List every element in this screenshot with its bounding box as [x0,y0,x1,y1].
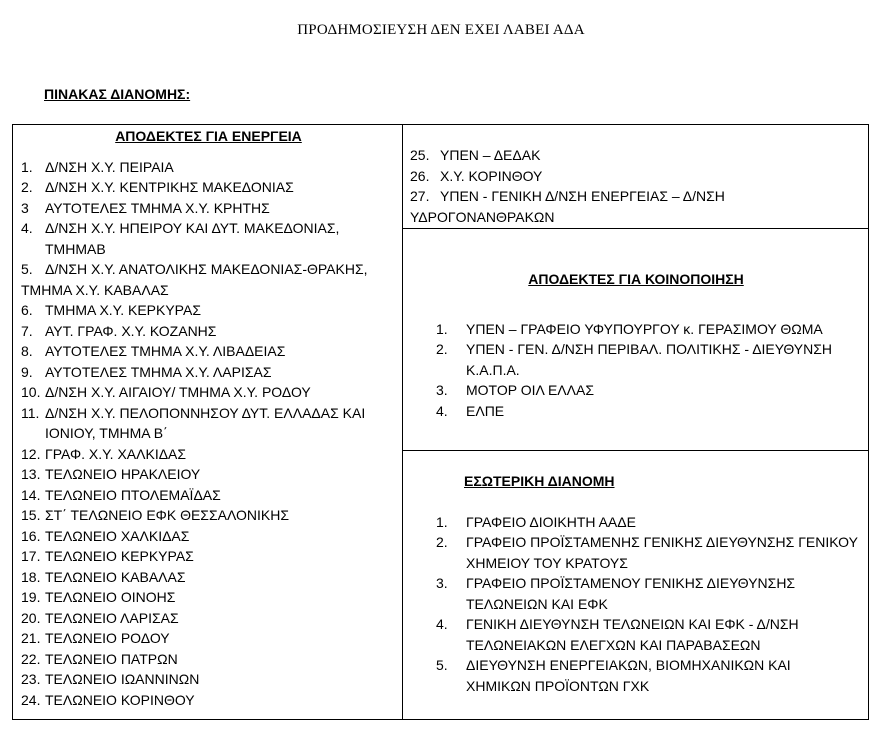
item-text: ΤΕΛΩΝΕΙΩΝ ΚΑΙ ΕΦΚ [466,595,608,612]
item-text: ΓΡΑΦΕΙΟ ΔΙΟΙΚΗΤΗ ΑΑΔΕ [466,513,636,530]
list-item [436,655,862,696]
item-text: ΑΥΤΟΤΕΛΕΣ ΤΜΗΜΑ Χ.Υ. ΛΑΡΙΣΑΣ [45,363,272,380]
notification-list [436,319,862,422]
item-number: 2. [21,179,33,195]
list-item [410,186,862,227]
item-number: 24. [21,691,41,708]
item-text: ΤΕΛΩΝΕΙΟ ΧΑΛΚΙΔΑΣ [45,527,190,544]
item-number: 11. [21,404,40,421]
energy-continued-cell [402,124,869,229]
item-text: ΤΕΛΩΝΕΙΟ ΚΑΒΑΛΑΣ [45,568,186,585]
item-number [21,239,45,260]
list-item [21,464,396,485]
list-item [21,608,396,629]
internal-section-title: ΕΣΩΤΕΡΙΚΗ ΔΙΑΝΟΜΗ [464,473,615,489]
list-item [21,382,396,403]
list-item [21,628,396,649]
list-item [21,177,396,198]
list-item [436,573,862,614]
list-item [21,505,396,526]
item-number: 4. [436,402,448,419]
list-item [410,145,862,166]
list-item [21,259,396,300]
list-item [21,485,396,506]
item-number: 25. [410,147,430,163]
item-number [21,423,45,444]
item-text: Δ/ΝΣΗ Χ.Υ. ΠΕΙΡΑΙΑ [45,158,174,175]
list-item [436,319,862,340]
item-number: 1. [436,513,448,530]
list-item [410,166,862,187]
item-number: 3 [21,199,29,216]
item-text: Χ.Υ. ΚΟΡΙΝΘΟΥ [440,167,543,184]
list-item [21,669,396,690]
item-text: ΥΔΡΟΓΟΝΑΝΘΡΑΚΩΝ [410,208,555,225]
list-item [21,546,396,567]
item-text: ΥΠΕΝ - ΓΕΝ. Δ/ΝΣΗ ΠΕΡΙΒΑΛ. ΠΟΛΙΤΙΚΗΣ - ΔΙΕΥΘΥΝΣΗ [466,341,832,357]
item-text: ΤΕΛΩΝΕΙΟ ΗΡΑΚΛΕΙΟΥ [45,466,201,482]
item-text: ΤΜΗΜΑ Χ.Υ. ΚΑΒΑΛΑΣ [21,281,169,298]
item-text: ΤΕΛΩΝΕΙΑΚΩΝ ΕΛΕΓΧΩΝ ΚΑΙ ΠΑΡΑΒΑΣΕΩΝ [466,636,761,653]
item-text: ΔΙΕΥΘΥΝΣΗ ΕΝΕΡΓΕΙΑΚΩΝ, ΒΙΟΜΗΧΑΝΙΚΩΝ ΚΑΙ [466,657,791,673]
internal-list [436,512,862,697]
item-number: 2. [436,341,448,357]
item-text: ΓΡΑΦΕΙΟ ΠΡΟΪΣΤΑΜΕΝΗΣ ΓΕΝΙΚΗΣ ΔΙΕΥΘΥΝΣΗΣ ΓΕΝΙΚΟΥ [466,534,858,550]
item-number [436,553,466,574]
item-number: 3. [436,382,448,398]
item-text: ΤΜΗΜΑ Χ.Υ. ΚΕΡΚΥΡΑΣ [45,302,201,318]
item-number: 5. [21,261,33,277]
item-text: Δ/ΝΣΗ Χ.Υ. ΠΕΛΟΠΟΝΝΗΣΟΥ ΔΥΤ. ΕΛΛΑΔΑΣ ΚΑΙ [45,404,366,421]
energy-recipients-cell [12,124,403,720]
item-text: ΣΤ΄ ΤΕΛΩΝΕΙΟ ΕΦΚ ΘΕΣΣΑΛΟΝΙΚΗΣ [45,507,289,523]
list-item [21,587,396,608]
document-header: ΠΡΟΔΗΜΟΣΙΕΥΣΗ ΔΕΝ ΕΧΕΙ ΛΑΒΕΙ ΑΔΑ [297,22,585,38]
item-number: 14. [21,486,41,503]
item-text: Δ/ΝΣΗ Χ.Υ. ΗΠΕΙΡΟΥ ΚΑΙ ΔΥΤ. ΜΑΚΕΔΟΝΙΑΣ, [45,220,340,236]
item-number: 3. [436,575,448,591]
notification-cell [402,228,869,451]
item-text: ΤΜΗΜΑΒ [45,240,106,257]
item-text: Δ/ΝΣΗ Χ.Υ. ΚΕΝΤΡΙΚΗΣ ΜΑΚΕΔΟΝΙΑΣ [45,179,294,195]
item-text: ΤΕΛΩΝΕΙΟ ΠΑΤΡΩΝ [45,650,178,667]
list-item [21,690,396,711]
list-item [21,198,396,219]
list-item [436,532,862,573]
item-text: ΜΟΤΟΡ ΟΙΛ ΕΛΛΑΣ [466,382,594,398]
item-text: ΤΕΛΩΝΕΙΟ ΠΤΟΛΕΜΑΪΔΑΣ [45,486,221,503]
list-item [21,444,396,465]
item-number: 22. [21,650,41,667]
item-number: 21. [21,630,41,646]
item-number [436,360,466,381]
item-text: ΤΕΛΩΝΕΙΟ ΟΙΝΟΗΣ [45,589,176,605]
list-item [21,362,396,383]
item-text: ΑΥΤ. ΓΡΑΦ. Χ.Υ. ΚΟΖΑΝΗΣ [45,322,217,339]
item-text: ΕΛΠΕ [466,402,505,419]
internal-distribution-cell [402,450,869,720]
item-text: ΥΠΕΝ – ΔΕΔΑΚ [440,147,541,163]
item-number [436,594,466,615]
list-item [21,341,396,362]
list-item [436,614,862,655]
item-text: Δ/ΝΣΗ Χ.Υ. ΑΝΑΤΟΛΙΚΗΣ ΜΑΚΕΔΟΝΙΑΣ-ΘΡΑΚΗΣ, [45,261,368,277]
item-number: 12. [21,445,41,462]
item-number: 27. [410,188,430,204]
item-text: ΓΕΝΙΚΗ ΔΙΕΥΘΥΝΣΗ ΤΕΛΩΝΕΙΩΝ ΚΑΙ ΕΦΚ - Δ/ΝΣΗ [466,616,799,632]
item-text: ΤΕΛΩΝΕΙΟ ΛΑΡΙΣΑΣ [45,609,179,626]
item-text: ΥΠΕΝ - ΓΕΝΙΚΗ Δ/ΝΣΗ ΕΝΕΡΓΕΙΑΣ – Δ/ΝΣΗ [440,188,725,204]
item-number: 18. [21,568,41,585]
list-item [21,300,396,321]
item-number: 4. [436,616,448,632]
list-item [21,403,396,444]
item-text: ΓΡΑΦΕΙΟ ΠΡΟΪΣΤΑΜΕΝΟΥ ΓΕΝΙΚΗΣ ΔΙΕΥΘΥΝΣΗΣ [466,575,796,591]
notification-section-title: ΑΠΟΔΕΚΤΕΣ ΓΙΑ ΚΟΙΝΟΠΟΙΗΣΗ [528,271,744,287]
list-item [436,339,862,380]
item-number: 4. [21,220,33,236]
item-text: ΤΕΛΩΝΕΙΟ ΚΟΡΙΝΘΟΥ [45,691,195,708]
item-number: 17. [21,548,41,564]
item-number: 6. [21,302,33,318]
list-item [21,567,396,588]
energy-section-title: ΑΠΟΔΕΚΤΕΣ ΓΙΑ ΕΝΕΡΓΕΙΑ [115,128,302,144]
item-text: ΧΗΜΕΙΟΥ ΤΟΥ ΚΡΑΤΟΥΣ [466,554,628,571]
item-number: 26. [410,167,430,184]
item-number: 10. [21,384,41,400]
item-number: 7. [21,322,33,339]
item-text: ΓΡΑΦ. Χ.Υ. ΧΑΛΚΙΔΑΣ [45,445,187,462]
item-number: 15. [21,507,41,523]
item-number [436,635,466,656]
item-number: 5. [436,657,448,673]
item-number: 1. [436,320,448,337]
energy-continued-list [410,145,862,227]
item-number: 13. [21,466,41,482]
list-item [21,526,396,547]
item-text: ΤΕΛΩΝΕΙΟ ΙΩΑΝΝΙΝΩΝ [45,671,200,687]
item-number: 23. [21,671,41,687]
item-number: 20. [21,609,41,626]
item-text: ΤΕΛΩΝΕΙΟ ΚΕΡΚΥΡΑΣ [45,548,194,564]
list-item [21,218,396,259]
item-number: 16. [21,527,41,544]
item-text: ΧΗΜΙΚΩΝ ΠΡΟΪΟΝΤΩΝ ΓΧΚ [466,677,650,694]
item-text: ΥΠΕΝ – ΓΡΑΦΕΙΟ ΥΦΥΠΟΥΡΓΟΥ κ. ΓΕΡΑΣΙΜΟΥ ΘΩΜΑ [466,320,823,337]
list-item [436,380,862,401]
list-item [21,649,396,670]
distribution-title: ΠΙΝΑΚΑΣ ΔΙΑΝΟΜΗΣ: [44,86,191,102]
item-number: 8. [21,343,33,359]
item-number [436,676,466,697]
item-text: ΙΟΝΙΟΥ, ΤΜΗΜΑ Β΄ [45,425,168,441]
item-number: 1. [21,158,33,175]
item-text: ΤΕΛΩΝΕΙΟ ΡΟΔΟΥ [45,630,170,646]
item-text: ΑΥΤΟΤΕΛΕΣ ΤΜΗΜΑ Χ.Υ. ΚΡΗΤΗΣ [45,199,270,216]
item-number: 2. [436,534,448,550]
list-item [21,321,396,342]
list-item [21,157,396,178]
list-item [436,401,862,422]
item-text: ΑΥΤΟΤΕΛΕΣ ΤΜΗΜΑ Χ.Υ. ΛΙΒΑΔΕΙΑΣ [45,343,286,359]
item-number: 9. [21,363,33,380]
energy-list [21,157,396,711]
item-text: Κ.Α.Π.Α. [466,361,520,378]
list-item [436,512,862,533]
item-text: Δ/ΝΣΗ Χ.Υ. ΑΙΓΑΙΟΥ/ ΤΜΗΜΑ Χ.Υ. ΡΟΔΟΥ [45,384,311,400]
item-number: 19. [21,589,41,605]
